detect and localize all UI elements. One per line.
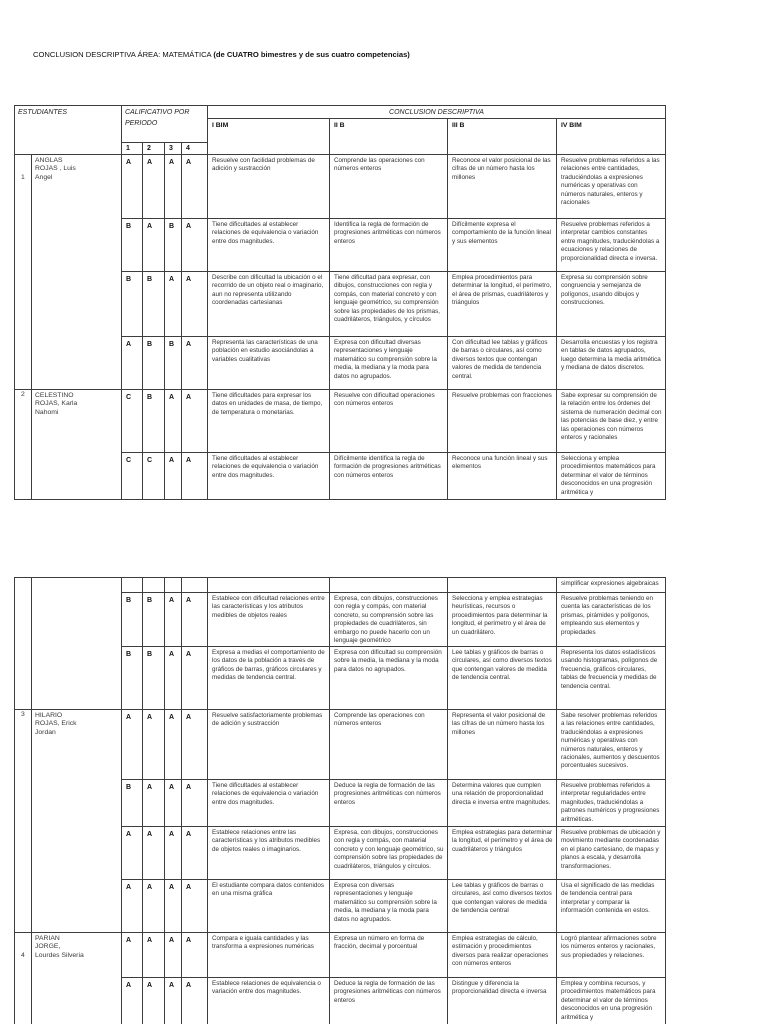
student-name: HILARIO ROJAS, Erick Jordan xyxy=(32,710,122,933)
conclusion-i-bim: Establece relaciones de equivalencia o variación entre dos magnitudes. xyxy=(208,978,330,1024)
conclusion-i-bim: Resuelve satisfactoriamente problemas de adición y sustracción xyxy=(208,710,330,780)
conclusion-iii-b: Resuelve problemas con fracciones xyxy=(448,390,557,453)
grade-cell: A xyxy=(143,880,165,933)
grade-cell: A xyxy=(165,647,182,710)
grade-cell: A xyxy=(182,453,208,500)
grade-cell: A xyxy=(143,155,165,219)
grade-cell: A xyxy=(182,272,208,337)
conclusion-iii-b: Representa el valor posicional de las cifras de un número hasta los millones xyxy=(448,710,557,780)
student-name: ANGLAS ROJAS , Luis Angel xyxy=(32,155,122,390)
grade-cell: A xyxy=(165,978,182,1024)
conclusion-i-bim: Tiene dificultades al establecer relaciones de equivalencia o variación entre dos magnitudes. xyxy=(208,453,330,500)
header-conclusion: CONCLUSION DESCRIPTIVA xyxy=(208,105,666,119)
grade-cell: A xyxy=(143,978,165,1024)
grade-cell: B xyxy=(143,272,165,337)
header-period: 3 xyxy=(165,143,182,155)
grade-cell: A xyxy=(165,155,182,219)
conclusion-iv-bim: simplificar expresiones algebraicas xyxy=(557,577,666,593)
grade-cell: A xyxy=(182,155,208,219)
conclusion-iv-bim: Desarrolla encuestas y los registra en tablas de datos agrupados, luego determina la media aritmética y mediana de datos discretos. xyxy=(557,337,666,390)
grade-cell: A xyxy=(182,219,208,272)
conclusion-iii-b xyxy=(448,577,557,593)
conclusion-iii-b: Distingue y diferencia la proporcionalidad directa e inversa xyxy=(448,978,557,1024)
conclusion-i-bim: Establece con dificultad relaciones entre las características y los atributos medibles de objetos reales xyxy=(208,593,330,647)
grade-cell: A xyxy=(122,710,143,780)
conclusion-iii-b: Emplea procedimientos para determinar la longitud, el perímetro, el área de prismas, cuadriláteros y triángulos xyxy=(448,272,557,337)
conclusion-ii-b xyxy=(330,577,448,593)
grade-cell: A xyxy=(165,880,182,933)
grade-cell: A xyxy=(143,933,165,978)
grade-cell: A xyxy=(122,337,143,390)
grade-cell: B xyxy=(143,647,165,710)
grade-cell: B xyxy=(122,272,143,337)
conclusion-ii-b: Expresa con dificultad diversas representaciones y lenguaje matemático su comprensión sobre la media, la mediana y la moda para datos no agrupados. xyxy=(330,337,448,390)
grade-cell: B xyxy=(143,593,165,647)
grade-cell: A xyxy=(143,780,165,827)
grade-cell: A xyxy=(165,827,182,880)
conclusion-iii-b: Selecciona y emplea estrategias heurísticas, recursos o procedimientos para determinar la longitud, el perímetro y el área de un cuadrilátero. xyxy=(448,593,557,647)
grade-cell: A xyxy=(122,880,143,933)
header-bimester: IV BIM xyxy=(557,119,666,155)
conclusion-i-bim: Tiene dificultades para expresar los datos en unidades de masa, de tiempo, de temperatura o monetarias. xyxy=(208,390,330,453)
grade-cell: A xyxy=(182,337,208,390)
grade-cell: A xyxy=(165,710,182,780)
conclusion-ii-b: Deduce la regla de formación de las progresiones aritméticas con números enteros xyxy=(330,978,448,1024)
grade-cell: C xyxy=(143,453,165,500)
conclusion-ii-b: Tiene dificultad para expresar, con dibujos, construcciones con regla y compás, con material concreto y con lenguaje geométrico, su comprensión sobre las propiedades de los prismas, cuadriláteros, triángulos, y círculos xyxy=(330,272,448,337)
conclusion-ii-b: Expresa, con dibujos, construcciones con regla y compás, con material concreto y con lenguaje geométrico, su comprensión sobre las propiedades de cuadriláteros, triángulos y círculos. xyxy=(330,827,448,880)
conclusion-iv-bim: Resuelve problemas referidos a interpretar regularidades entre magnitudes, traduciéndolas a patrones numéricos y progresiones aritméticas. xyxy=(557,780,666,827)
conclusion-iv-bim: Emplea y combina recursos, y procedimientos matemáticos para determinar el valor de términos desconocidos en una progresión aritmética y xyxy=(557,978,666,1024)
conclusion-iii-b: Reconoce una función lineal y sus elementos xyxy=(448,453,557,500)
grade-cell: B xyxy=(122,647,143,710)
student-name: CELESTINO ROJAS, Karla Nahomi xyxy=(32,390,122,500)
grade-cell: B xyxy=(122,219,143,272)
conclusion-i-bim: Resuelve con facilidad problemas de adición y sustracción xyxy=(208,155,330,219)
grade-cell: A xyxy=(122,155,143,219)
header-period: 1 xyxy=(122,143,143,155)
grade-cell: C xyxy=(122,453,143,500)
grade-cell: A xyxy=(182,978,208,1024)
conclusion-i-bim: Tiene dificultades al establecer relaciones de equivalencia o variación entre dos magnitudes. xyxy=(208,780,330,827)
header-period: 4 xyxy=(182,143,208,155)
title-subtitle: (de CUATRO bimestres y de sus cuatro competencias) xyxy=(213,50,410,59)
title-main: CONCLUSION DESCRIPTIVA ÁREA: MATEMÁTICA xyxy=(33,50,212,59)
conclusion-iv-bim: Usa el significado de las medidas de tendencia central para interpretar y comparar la información contenida en estos. xyxy=(557,880,666,933)
conclusion-iv-bim: Selecciona y emplea procedimientos matemáticos para determinar el valor de términos desconocidos en una progresión aritmética y xyxy=(557,453,666,500)
conclusion-iii-b: Lee tablas y gráficos de barras o circulares, así como diversos textos que contengan valores de medida de tendencia central xyxy=(448,880,557,933)
header-bimester: II B xyxy=(330,119,448,155)
grade-cell: A xyxy=(165,390,182,453)
conclusion-i-bim: Representa las características de una población en estudio asociándolas a variables cualitativas xyxy=(208,337,330,390)
grade-cell: A xyxy=(182,710,208,780)
header-bimester: III B xyxy=(448,119,557,155)
page-title xyxy=(33,50,410,59)
conclusion-i-bim: Establece relaciones entre las características y los atributos medibles de objetos reales o imaginarios. xyxy=(208,827,330,880)
conclusion-iv-bim: Expresa su comprensión sobre congruencia y semejanza de polígonos, usando dibujos y construcciones. xyxy=(557,272,666,337)
grade-cell xyxy=(182,577,208,593)
conclusion-ii-b: Expresa con dificultad su comprensión sobre la media, la mediana y la moda para datos no agrupados. xyxy=(330,647,448,710)
conclusion-iii-b: Emplea estrategias para determinar la longitud, el perímetro y el área de cuadriláteros y triángulos xyxy=(448,827,557,880)
header-bimester: I BIM xyxy=(208,119,330,155)
conclusion-iv-bim: Resuelve problemas teniendo en cuenta las características de los prismas, pirámides y polígonos, empleando sus elementos y propiedades xyxy=(557,593,666,647)
grade-cell: A xyxy=(182,780,208,827)
student-number xyxy=(14,577,32,710)
conclusion-iii-b: Con dificultad lee tablas y gráficos de barras o circulares, así como diversos textos que contengan valores de medida de tendencia central. xyxy=(448,337,557,390)
conclusion-ii-b: Comprende las operaciones con números enteros xyxy=(330,710,448,780)
student-number: 4 xyxy=(14,933,32,1024)
conclusion-iv-bim: Representa los datos estadísticos usando histogramas, polígonos de frecuencia, gráficos circulares, tablas de frecuencia y medidas de tendencia central. xyxy=(557,647,666,710)
conclusion-ii-b: Expresa, con dibujos, construcciones con regla y compás, con material concreto, su comprensión sobre las propiedades de cuadriláteros, sin embargo no puede hacerlo con un lenguaje geométrico xyxy=(330,593,448,647)
grade-cell: A xyxy=(165,453,182,500)
conclusion-iv-bim: Sabe expresar su comprensión de la relación entre los órdenes del sistema de numeración decimal con las potencias de base diez, y entre las operaciones con números enteros y racionales xyxy=(557,390,666,453)
grade-cell xyxy=(122,577,143,593)
student-number: 1 xyxy=(14,155,32,390)
conclusion-ii-b: Difícilmente identifica la regla de formación de progresiones aritméticas con números enteros xyxy=(330,453,448,500)
header-period: 2 xyxy=(143,143,165,155)
header-students: ESTUDIANTES xyxy=(14,105,122,155)
grade-cell: A xyxy=(182,647,208,710)
grade-cell: B xyxy=(165,219,182,272)
grade-cell: A xyxy=(182,827,208,880)
conclusion-iv-bim: Logró plantear afirmaciones sobre los números enteros y racionales, sus propiedades y relaciones. xyxy=(557,933,666,978)
conclusion-iii-b: Lee tablas y gráficos de barras o circulares, así como diversos textos que contengan valores de medida de tendencia central. xyxy=(448,647,557,710)
conclusion-i-bim: Compara e iguala cantidades y las transforma a expresiones numéricas xyxy=(208,933,330,978)
conclusion-iv-bim: Resuelve problemas referidos a interpretar cambios constantes entre magnitudes, traduciéndolas a ecuaciones y relaciones de proporcionalidad directa e inversa. xyxy=(557,219,666,272)
conclusion-iii-b: Difícilmente expresa el comportamiento de la función lineal y sus elementos xyxy=(448,219,557,272)
grade-cell: A xyxy=(143,827,165,880)
grade-cell: B xyxy=(165,337,182,390)
grade-cell: A xyxy=(182,593,208,647)
grade-cell xyxy=(143,577,165,593)
grade-cell: A xyxy=(182,390,208,453)
conclusion-i-bim xyxy=(208,577,330,593)
grade-cell: B xyxy=(143,390,165,453)
conclusion-iv-bim: Sabe resolver problemas referidos a las relaciones entre cantidades, traduciéndolas a expresiones numéricas y operativas con números naturales, enteros y racionales, aumentos y descuentos porcentuales sucesivos. xyxy=(557,710,666,780)
conclusion-ii-b: Deduce la regla de formación de las progresiones aritméticas con números enteros xyxy=(330,780,448,827)
grade-cell: A xyxy=(182,880,208,933)
conclusion-i-bim: Expresa a medias el comportamiento de los datos de la población a través de gráficos de barras, gráficos circulares y medidas de tendencia central. xyxy=(208,647,330,710)
conclusion-iii-b: Emplea estrategias de cálculo, estimación y procedimientos diversos para realizar operaciones con números enteros xyxy=(448,933,557,978)
grade-cell: A xyxy=(143,219,165,272)
grade-cell: B xyxy=(122,780,143,827)
grade-cell: A xyxy=(165,272,182,337)
conclusion-i-bim: Tiene dificultades al establecer relaciones de equivalencia o variación entre dos magnitudes. xyxy=(208,219,330,272)
grade-cell: A xyxy=(122,933,143,978)
student-number: 3 xyxy=(14,710,32,933)
conclusion-ii-b: Identifica la regla de formación de progresiones aritméticas con números enteros xyxy=(330,219,448,272)
student-name xyxy=(32,577,122,710)
conclusion-ii-b: Comprende las operaciones con números enteros xyxy=(330,155,448,219)
grade-cell: A xyxy=(122,827,143,880)
header-grades: CALIFICATIVO POR PERIODO xyxy=(122,105,208,143)
conclusion-i-bim: Describe con dificultad la ubicación o el recorrido de un objeto real o imaginario, aun no representa utilizando coordenadas cartesianas xyxy=(208,272,330,337)
conclusion-iv-bim: Resuelve problemas de ubicación y movimiento mediante coordenadas en el plano cartesiano, de mapas y planos a escala, y desarrolla transformaciones. xyxy=(557,827,666,880)
conclusion-ii-b: Resuelve con dificultad operaciones con números enteros xyxy=(330,390,448,453)
conclusion-iii-b: Determina valores que cumplen una relación de proporcionalidad directa e inversa entre magnitudes. xyxy=(448,780,557,827)
conclusion-ii-b: Expresa un número en forma de fracción, decimal y porcentual xyxy=(330,933,448,978)
grade-cell: C xyxy=(122,390,143,453)
grade-cell xyxy=(165,577,182,593)
grade-cell: A xyxy=(165,933,182,978)
grade-cell: A xyxy=(122,978,143,1024)
conclusion-iv-bim: Resuelve problemas referidos a las relaciones entre cantidades, traduciéndolas a expresiones numéricas y operativas con números naturales, enteros y racionales xyxy=(557,155,666,219)
student-number: 2 xyxy=(14,390,32,500)
grade-cell: A xyxy=(165,780,182,827)
grade-cell: A xyxy=(165,593,182,647)
conclusion-ii-b: Expresa con diversas representaciones y lenguaje matemático su comprensión sobre la media, la mediana y la moda para datos no agrupados. xyxy=(330,880,448,933)
grade-cell: A xyxy=(143,710,165,780)
grade-cell: B xyxy=(122,593,143,647)
conclusion-iii-b: Reconoce el valor posicional de las cifras de un número hasta los millones xyxy=(448,155,557,219)
grade-cell: B xyxy=(143,337,165,390)
conclusion-i-bim: El estudiante compara datos contenidos en una misma gráfica xyxy=(208,880,330,933)
student-name: PARIAN JORGE, Lourdes Silveria xyxy=(32,933,122,1024)
grade-cell: A xyxy=(182,933,208,978)
